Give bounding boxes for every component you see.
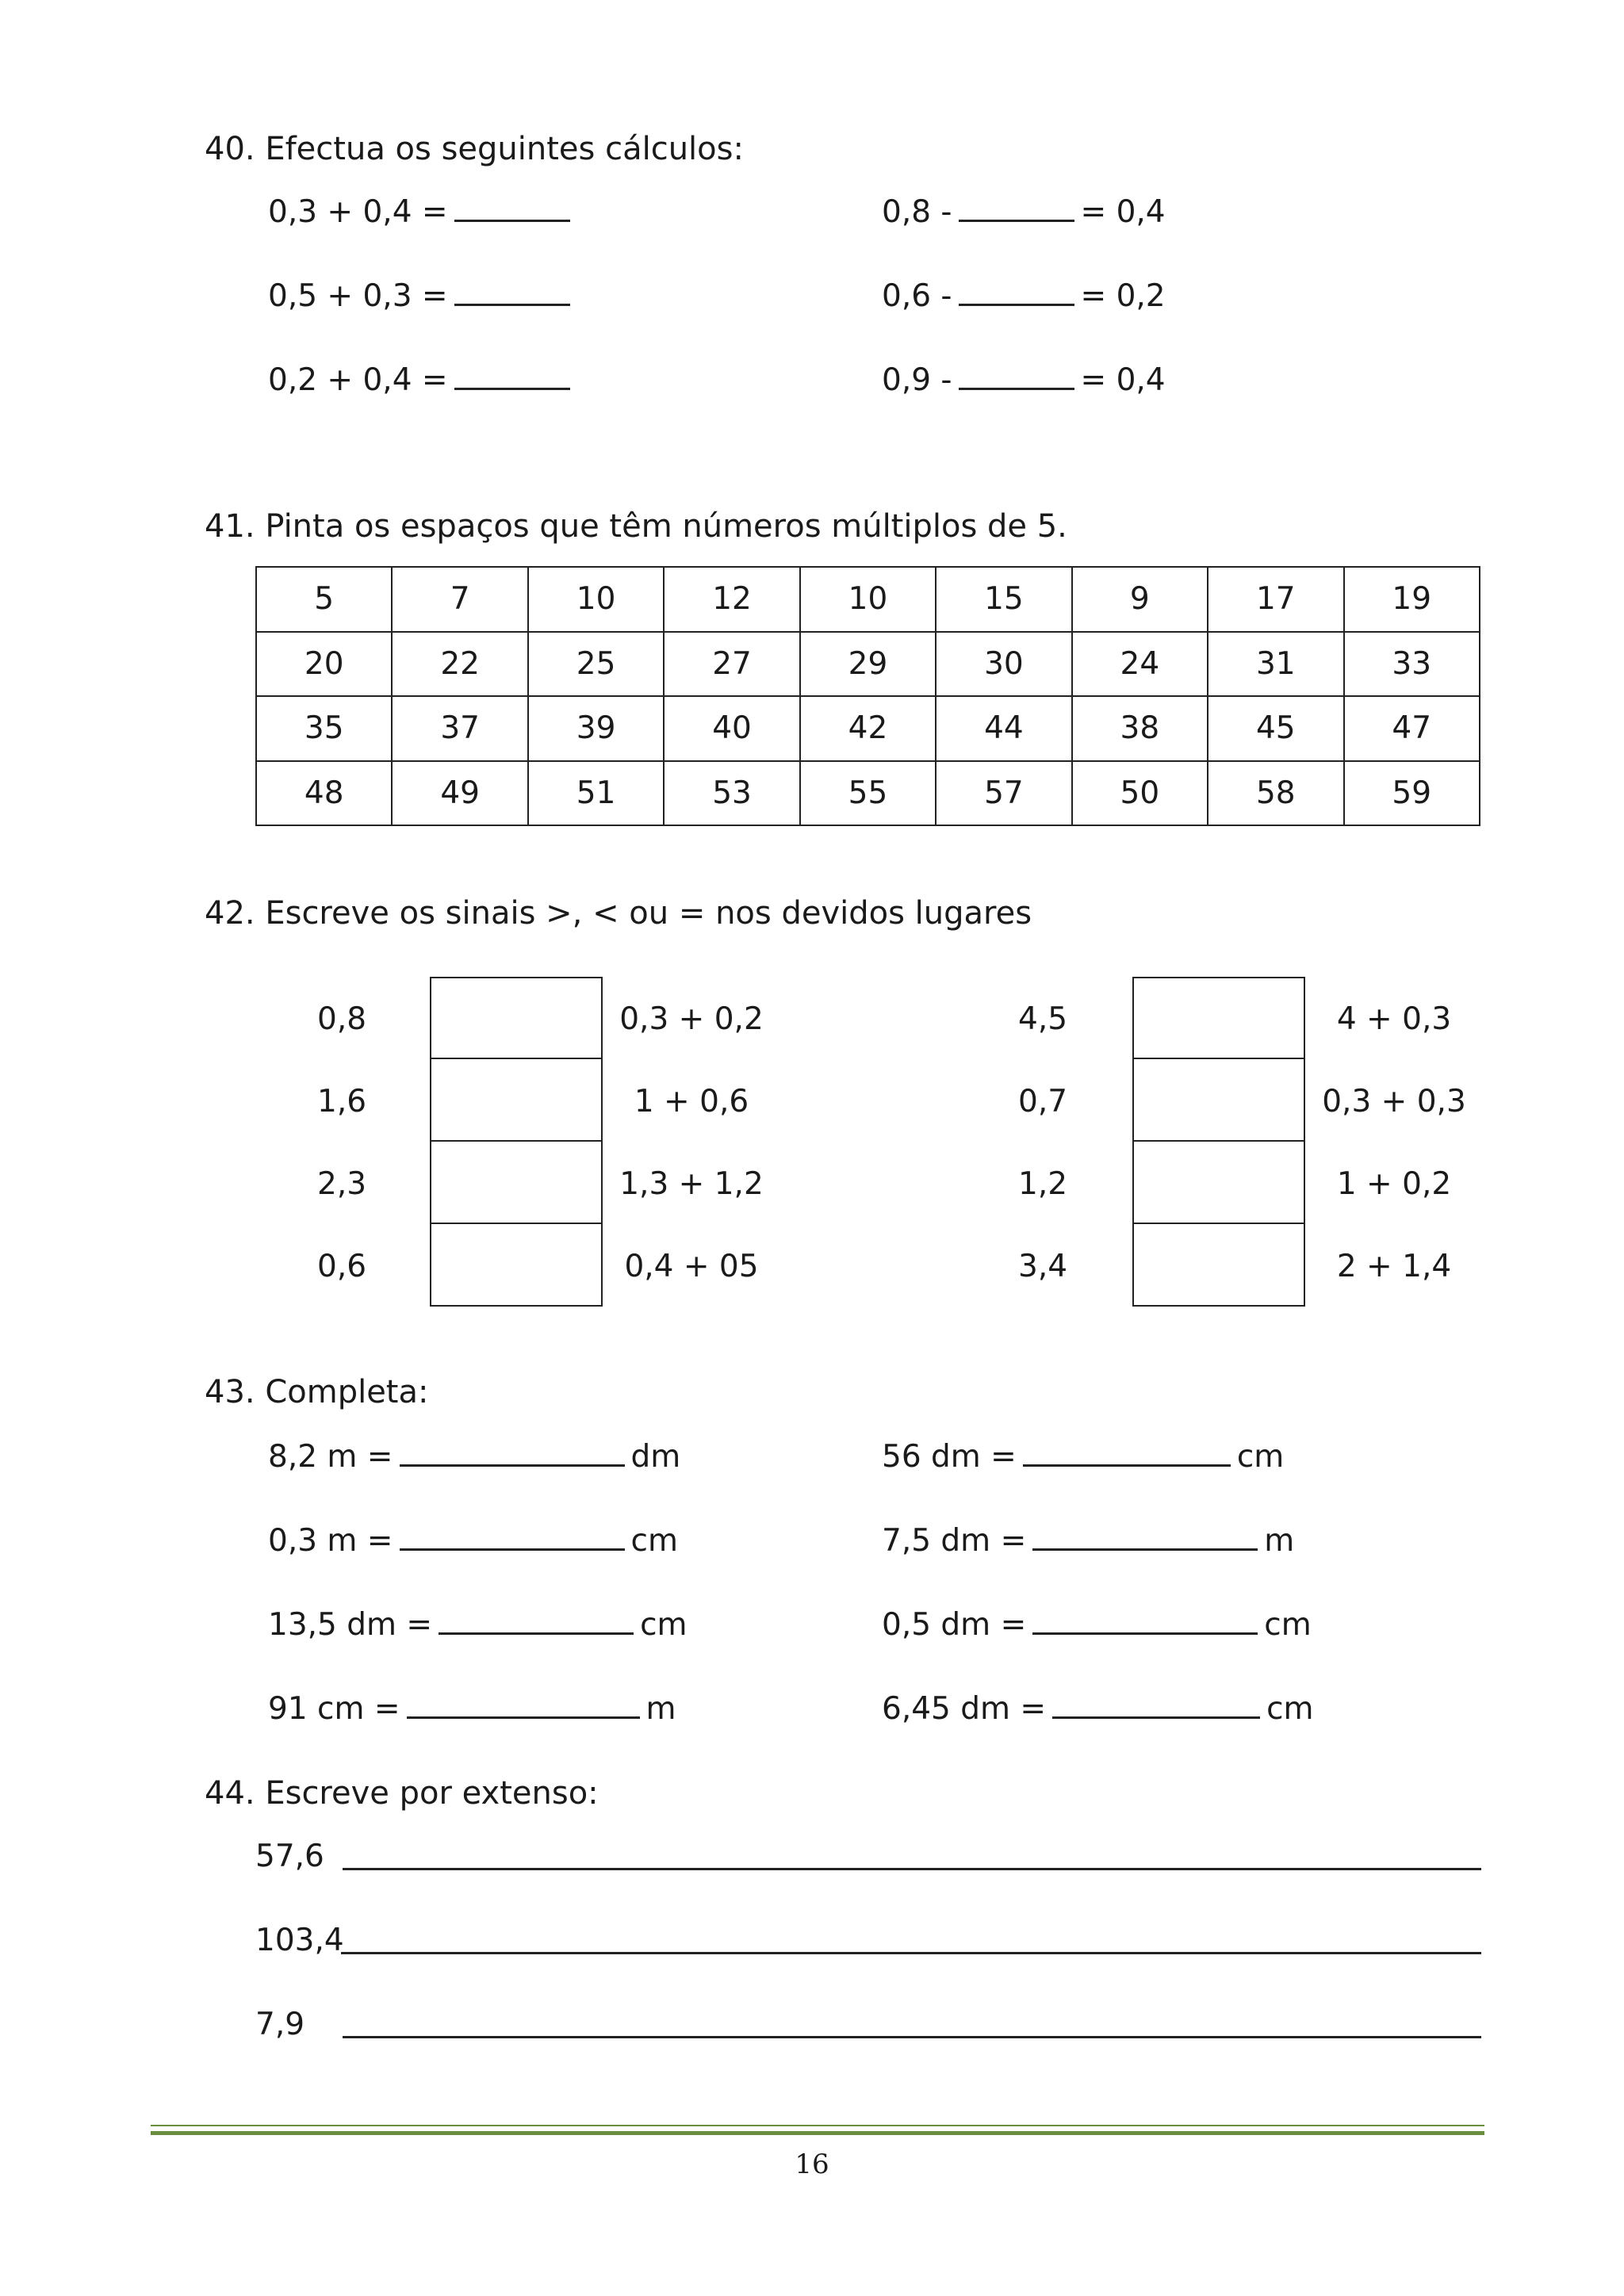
table-cell[interactable]: 29 xyxy=(800,632,936,697)
q40-left-item xyxy=(268,194,576,230)
q43-left-item xyxy=(268,1607,688,1643)
q42-right-boxes xyxy=(1132,977,1305,1307)
table-cell[interactable]: 48 xyxy=(256,761,392,826)
answer-blank[interactable] xyxy=(959,385,1074,390)
table-row xyxy=(256,696,1480,761)
q40-pre: 0,8 - xyxy=(882,194,952,230)
answer-blank[interactable] xyxy=(1032,1629,1258,1635)
q42-right-b: 0,3 + 0,3 xyxy=(1322,1084,1466,1119)
table-cell[interactable]: 44 xyxy=(936,696,1071,761)
table-cell[interactable]: 19 xyxy=(1344,567,1480,632)
q42-left-a: 0,8 xyxy=(317,1001,367,1037)
q40-right-item xyxy=(882,362,1166,398)
q40-expr: 0,3 + 0,4 = xyxy=(268,194,448,230)
table-cell[interactable]: 27 xyxy=(664,632,799,697)
q43-right-item xyxy=(882,1607,1312,1643)
q40-left-item xyxy=(268,278,576,314)
table-cell[interactable]: 24 xyxy=(1072,632,1208,697)
table-cell[interactable]: 50 xyxy=(1072,761,1208,826)
q43-pre: 91 cm = xyxy=(268,1691,400,1727)
q42-left-a: 2,3 xyxy=(317,1166,367,1202)
q43-right-item xyxy=(882,1439,1285,1475)
q43-unit: dm xyxy=(630,1439,681,1475)
table-cell[interactable]: 25 xyxy=(528,632,664,697)
table-cell[interactable]: 12 xyxy=(664,567,799,632)
q40-right-item xyxy=(882,194,1166,230)
answer-blank[interactable] xyxy=(454,216,570,222)
q43-unit: m xyxy=(1264,1523,1295,1559)
sign-box[interactable] xyxy=(1132,1059,1305,1142)
q43-pre: 7,5 dm = xyxy=(882,1523,1027,1559)
q42-title: 42. Escreve os sinais >, < ou = nos devidos lugares xyxy=(205,895,1032,932)
sign-box[interactable] xyxy=(1132,977,1305,1059)
q42-right-a: 0,7 xyxy=(1018,1084,1068,1119)
answer-line[interactable] xyxy=(343,1868,1481,1870)
q42-left-b: 1,3 + 1,2 xyxy=(619,1166,764,1202)
q43-unit: cm xyxy=(1266,1691,1314,1727)
table-cell[interactable]: 57 xyxy=(936,761,1071,826)
answer-line[interactable] xyxy=(343,2036,1481,2038)
sign-box[interactable] xyxy=(1132,1224,1305,1307)
answer-blank[interactable] xyxy=(439,1629,634,1635)
table-cell[interactable]: 33 xyxy=(1344,632,1480,697)
table-row xyxy=(256,761,1480,826)
table-cell[interactable]: 58 xyxy=(1208,761,1343,826)
q44-title: 44. Escreve por extenso: xyxy=(205,1775,599,1812)
page-number: 16 xyxy=(795,2149,829,2180)
q43-unit: cm xyxy=(630,1523,678,1559)
q40-post: = 0,2 xyxy=(1080,278,1166,314)
q43-left-item xyxy=(268,1523,678,1559)
q42-left-b: 1 + 0,6 xyxy=(634,1084,749,1119)
table-cell[interactable]: 45 xyxy=(1208,696,1343,761)
table-cell[interactable]: 55 xyxy=(800,761,936,826)
footer-rule-thick xyxy=(151,2131,1484,2135)
table-cell[interactable]: 22 xyxy=(392,632,527,697)
answer-blank[interactable] xyxy=(959,300,1074,306)
table-cell[interactable]: 38 xyxy=(1072,696,1208,761)
q40-post: = 0,4 xyxy=(1080,194,1166,230)
q42-right-a: 1,2 xyxy=(1018,1166,1068,1202)
q40-pre: 0,6 - xyxy=(882,278,952,314)
q42-right-b: 2 + 1,4 xyxy=(1336,1249,1452,1284)
q43-unit: cm xyxy=(1236,1439,1285,1475)
q43-left-item xyxy=(268,1439,681,1475)
answer-blank[interactable] xyxy=(1032,1545,1258,1551)
q43-unit: cm xyxy=(1264,1607,1312,1643)
q43-pre: 0,3 m = xyxy=(268,1523,393,1559)
q43-left-item xyxy=(268,1691,676,1727)
q43-pre: 13,5 dm = xyxy=(268,1607,433,1643)
q42-right-a: 4,5 xyxy=(1018,1001,1068,1037)
table-row xyxy=(256,632,1480,697)
sign-box[interactable] xyxy=(430,1059,603,1142)
q43-title: 43. Completa: xyxy=(205,1374,429,1410)
q42-right-a: 3,4 xyxy=(1018,1249,1068,1284)
q42-left-a: 1,6 xyxy=(317,1084,367,1119)
footer-rule xyxy=(151,2125,1484,2126)
table-cell[interactable]: 10 xyxy=(528,567,664,632)
table-cell[interactable]: 49 xyxy=(392,761,527,826)
q42-left-b: 0,4 + 05 xyxy=(624,1249,759,1284)
q43-pre: 6,45 dm = xyxy=(882,1691,1047,1727)
q40-left-item xyxy=(268,362,576,398)
table-cell[interactable]: 47 xyxy=(1344,696,1480,761)
q40-right-item xyxy=(882,278,1166,314)
table-cell[interactable]: 53 xyxy=(664,761,799,826)
q40-pre: 0,9 - xyxy=(882,362,952,398)
sign-box[interactable] xyxy=(1132,1142,1305,1224)
answer-blank[interactable] xyxy=(400,1461,625,1467)
sign-box[interactable] xyxy=(430,1224,603,1307)
multiples-table xyxy=(255,566,1480,826)
q40-expr: 0,5 + 0,3 = xyxy=(268,278,448,314)
table-cell[interactable]: 9 xyxy=(1072,567,1208,632)
answer-blank[interactable] xyxy=(407,1713,640,1719)
q40-title: 40. Efectua os seguintes cálculos: xyxy=(205,131,744,167)
q42-right-b: 4 + 0,3 xyxy=(1336,1001,1452,1037)
table-cell[interactable]: 5 xyxy=(256,567,392,632)
table-cell[interactable]: 20 xyxy=(256,632,392,697)
table-cell[interactable]: 59 xyxy=(1344,761,1480,826)
q43-pre: 0,5 dm = xyxy=(882,1607,1027,1643)
q40-post: = 0,4 xyxy=(1080,362,1166,398)
q44-number: 103,4 xyxy=(255,1923,344,1958)
table-cell[interactable]: 35 xyxy=(256,696,392,761)
answer-blank[interactable] xyxy=(454,300,570,306)
table-cell[interactable]: 10 xyxy=(800,567,936,632)
sign-box[interactable] xyxy=(430,977,603,1059)
q42-right-b: 1 + 0,2 xyxy=(1336,1166,1452,1202)
answer-blank[interactable] xyxy=(1052,1713,1260,1719)
answer-blank[interactable] xyxy=(400,1545,625,1551)
q42-left-a: 0,6 xyxy=(317,1249,367,1284)
table-cell[interactable]: 7 xyxy=(392,567,527,632)
q41-title: 41. Pinta os espaços que têm números múltiplos de 5. xyxy=(205,508,1067,545)
table-cell[interactable]: 17 xyxy=(1208,567,1343,632)
q44-number: 7,9 xyxy=(255,2007,305,2042)
answer-blank[interactable] xyxy=(1023,1461,1231,1467)
q43-pre: 8,2 m = xyxy=(268,1439,393,1475)
q43-right-item xyxy=(882,1523,1295,1559)
table-row xyxy=(256,567,1480,632)
table-cell[interactable]: 30 xyxy=(936,632,1071,697)
table-cell[interactable]: 42 xyxy=(800,696,936,761)
q42-left-boxes xyxy=(430,977,603,1307)
answer-blank[interactable] xyxy=(454,385,570,390)
q42-left-b: 0,3 + 0,2 xyxy=(619,1001,764,1037)
table-cell[interactable]: 39 xyxy=(528,696,664,761)
table-cell[interactable]: 37 xyxy=(392,696,527,761)
q44-number: 57,6 xyxy=(255,1839,324,1874)
answer-line[interactable] xyxy=(341,1952,1481,1954)
q43-unit: cm xyxy=(640,1607,688,1643)
q43-right-item xyxy=(882,1691,1314,1727)
q43-unit: m xyxy=(645,1691,676,1727)
q40-expr: 0,2 + 0,4 = xyxy=(268,362,448,398)
table-cell[interactable]: 15 xyxy=(936,567,1071,632)
q43-pre: 56 dm = xyxy=(882,1439,1017,1475)
table-cell[interactable]: 31 xyxy=(1208,632,1343,697)
answer-blank[interactable] xyxy=(959,216,1074,222)
table-cell[interactable]: 51 xyxy=(528,761,664,826)
table-cell[interactable]: 40 xyxy=(664,696,799,761)
sign-box[interactable] xyxy=(430,1142,603,1224)
